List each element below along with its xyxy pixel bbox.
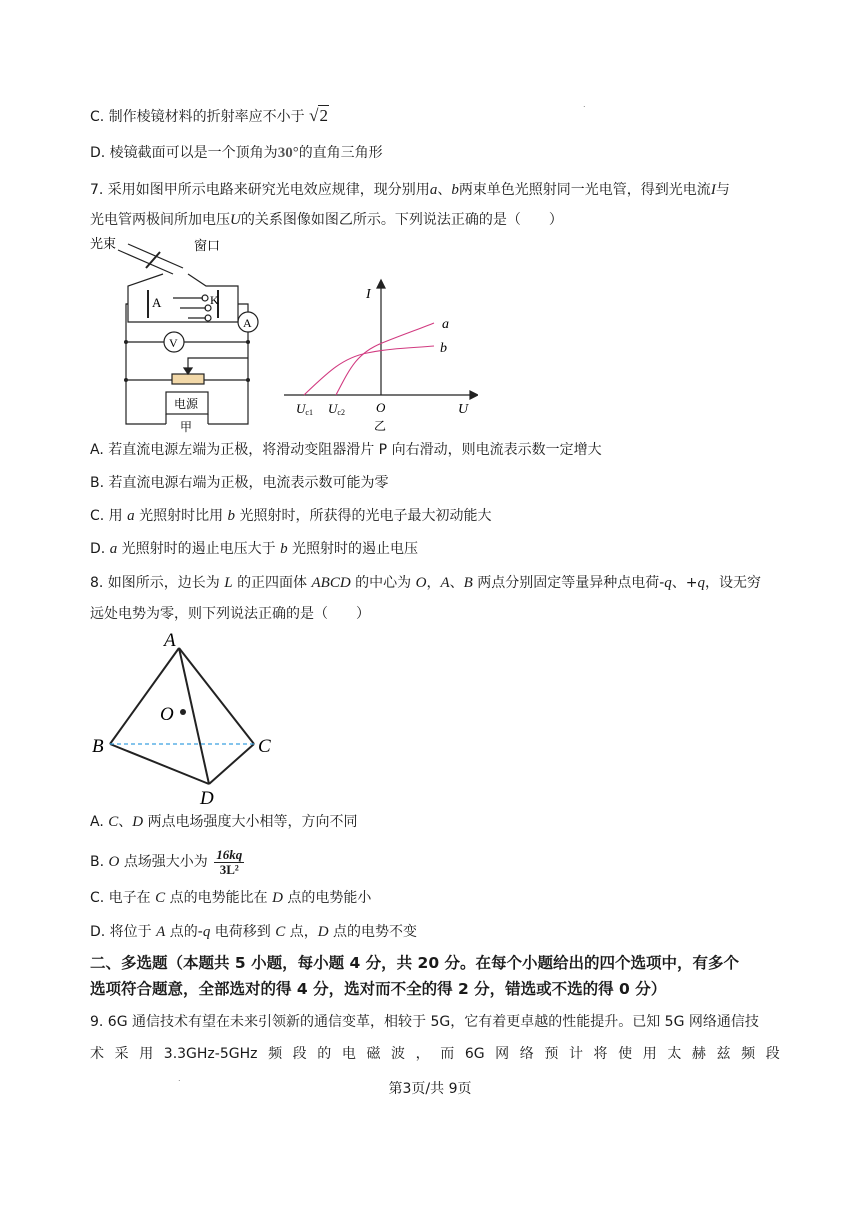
svg-text:窗口: 窗口	[194, 239, 221, 254]
svg-text:b: b	[440, 341, 447, 356]
q7-option-a: A. 若直流电源左端为正极，将滑动变阻器滑片 P 向右滑动，则电流表示数一定增大	[90, 442, 602, 458]
q7-option-b: B. 若直流电源右端为正极，电流表示数可能为零	[90, 475, 389, 491]
q6-option-c: C. 制作棱镜材料的折射率应不小于 √2	[90, 106, 328, 125]
svg-text:A: A	[164, 630, 176, 651]
svg-text:V: V	[169, 336, 178, 350]
svg-text:I: I	[366, 287, 371, 302]
svg-text:乙: 乙	[374, 419, 387, 433]
tetrahedron-figure	[88, 628, 278, 808]
q7-stem-line2: 光电管两极间所加电压U的关系图像如图乙所示。下列说法正确的是（ ）	[90, 212, 563, 228]
section-heading-line2: 选项符合题意，全部选对的得 4 分，选对而不全的得 2 分，错选或不选的得 0 分）	[90, 980, 667, 998]
q8-option-d: D. 将位于 A 点的-q 电荷移到 C 点，D 点的电势不变	[90, 924, 417, 940]
svg-text:K: K	[210, 293, 219, 307]
q6-option-d: D. 棱镜截面可以是一个顶角为30°的直角三角形	[90, 145, 383, 161]
svg-text:Uc1: Uc1	[296, 401, 313, 417]
q8-stem-line1: 8. 如图所示，边长为 L 的正四面体 ABCD 的中心为 O，A、B 两点分别固定等量异种点电荷-q、+q，设无穷	[90, 575, 762, 591]
svg-text:甲: 甲	[180, 420, 193, 434]
svg-text:A: A	[152, 295, 162, 310]
q8-stem-line2: 远处电势为零，则下列说法正确的是（ ）	[90, 606, 370, 622]
q7-option-d: D. a 光照射时的遏止电压大于 b 光照射时的遏止电压	[90, 541, 419, 557]
q9-stem-line2: 术 采 用 3.3GHz-5GHz 频 段 的 电 磁 波 ， 而 6G 网 络 预 计 将 使 用 太 赫 兹 频 段	[90, 1046, 780, 1062]
svg-text:U: U	[458, 402, 469, 417]
curve-a	[336, 323, 434, 395]
svg-text:a: a	[442, 317, 449, 332]
q9-stem-line1: 9. 6G 通信技术有望在未来引领新的通信变革，相较于 5G，它有着更卓越的性能提升。已知 5G 网络通信技	[90, 1014, 759, 1030]
page-footer: 第3页/共 9页	[388, 1081, 472, 1097]
curve-b	[304, 346, 434, 395]
svg-text:电源: 电源	[174, 397, 199, 411]
svg-text:D: D	[200, 788, 214, 808]
q7-stem-line1: 7. 采用如图甲所示电路来研究光电效应规律，现分别用a、b两束单色光照射同一光电管，得到光电流I与	[90, 182, 730, 198]
iv-graph-figure	[282, 278, 478, 434]
photoelectric-circuit-figure	[88, 234, 278, 434]
section-heading-line1: 二、多选题（本题共 5 小题，每小题 4 分，共 20 分。在每个小题给出的四个选项中，有多个	[90, 954, 740, 972]
field-strength-fraction: $\frac{16kq}{\text{3L²}}$	[216, 846, 243, 877]
q7-option-c: C. 用 a 光照射时比用 b 光照射时，所获得的光电子最大初动能大	[90, 508, 492, 524]
svg-text:C: C	[258, 736, 271, 757]
q8-option-c: C. 电子在 C 点的电势能比在 D 点的电势能小	[90, 890, 372, 906]
q8-option-a: A. C、D 两点电场强度大小相等，方向不同	[90, 814, 358, 830]
svg-text:光束: 光束	[90, 237, 117, 252]
svg-text:Uc2: Uc2	[328, 401, 345, 417]
svg-text:O: O	[376, 400, 386, 415]
svg-text:B: B	[92, 736, 104, 757]
q8-option-b: B. O 点场强大小为 $\frac{16kq}{\text{3L²}}$	[90, 846, 243, 877]
svg-text:A: A	[243, 316, 252, 330]
svg-text:O: O	[160, 704, 174, 725]
